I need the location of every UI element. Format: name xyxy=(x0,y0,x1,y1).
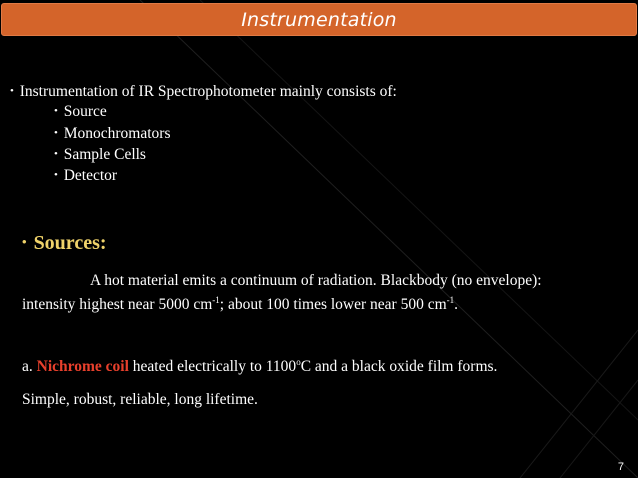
blackbody-text-a: intensity highest near 5000 cm xyxy=(22,296,213,313)
bullet-icon: • xyxy=(54,169,58,181)
component-monochromators: Monochromators xyxy=(63,125,171,142)
sources-heading xyxy=(22,232,107,255)
component-sample-cells: Sample Cells xyxy=(63,146,146,163)
slide-title: Instrumentation xyxy=(241,8,397,31)
blackbody-text-b: ; about 100 times lower near 500 cm xyxy=(219,296,447,313)
nichrome-highlight: Nichrome coil xyxy=(36,358,129,375)
bullet-icon: • xyxy=(54,148,58,160)
nichrome-text-b: C and a black oxide film forms. xyxy=(300,358,498,375)
superscript: o xyxy=(296,356,301,367)
blackbody-line-1: A hot material emits a continuum of radiation. Blackbody (no envelope): xyxy=(90,272,542,289)
bullet-icon: • xyxy=(54,127,58,139)
sources-heading-text: Sources: xyxy=(33,232,107,254)
bullet-icon: • xyxy=(10,85,14,97)
intro-line xyxy=(10,82,397,101)
component-detector: Detector xyxy=(63,167,118,184)
blackbody-text-c: . xyxy=(454,296,459,313)
component-source: Source xyxy=(63,103,107,120)
nichrome-line-2: Simple, robust, reliable, long lifetime. xyxy=(22,391,258,408)
bullet-icon: • xyxy=(22,234,27,249)
list-item xyxy=(54,145,146,164)
page-number: 7 xyxy=(617,461,624,473)
blackbody-line-2 xyxy=(22,296,458,314)
superscript: -1 xyxy=(446,294,455,305)
nichrome-line-1 xyxy=(22,358,497,376)
nichrome-text-a: heated electrically to 1100 xyxy=(128,358,297,375)
superscript: -1 xyxy=(212,294,220,305)
list-item xyxy=(54,102,107,121)
bullet-icon: • xyxy=(54,105,58,117)
title-bar xyxy=(1,3,637,36)
list-item xyxy=(54,166,117,185)
nichrome-prefix: a. xyxy=(22,358,37,375)
list-item xyxy=(54,124,171,143)
intro-text: Instrumentation of IR Spectrophotometer mainly consists of: xyxy=(19,83,397,100)
